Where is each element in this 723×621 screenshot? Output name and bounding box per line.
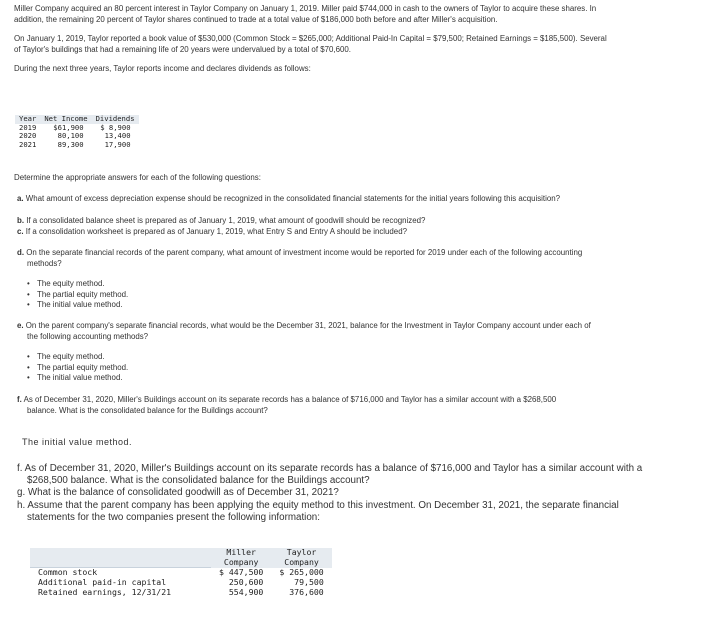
header-miller-line1: Miller — [226, 547, 256, 557]
question-g-text: What is the balance of consolidated goodwill as of December 31, 2021? — [27, 487, 339, 499]
continued-questions — [14, 463, 654, 524]
intro-paragraph-3: During the next three years, Taylor reports income and declares dividends as follows: — [14, 64, 311, 74]
question-e-text: On the parent company's separate financial records, what would be the December 31, 2021, balance for the Investment in Taylor Company account under each of the following accounting methods? — [25, 321, 591, 341]
equity-balances-table — [30, 548, 332, 598]
intro-paragraph-2: On January 1, 2019, Taylor reported a book value of $530,000 (Common Stock = $265,000; Additional Paid-In Capital = $79,500; Retained Earnings = $185,500). Several of Taylor's buildings that had a remaining life of 20 years were undervalued by a total of $70,600. — [14, 34, 607, 54]
question-f-repeat — [14, 463, 654, 487]
header-taylor-line1: Taylor — [286, 547, 317, 557]
header-taylor-line2: Company — [284, 556, 319, 567]
list-item: • The equity method. — [27, 352, 128, 363]
question-a-label: a. — [17, 194, 24, 203]
miller-value: $ 447,500 — [219, 567, 264, 578]
header-net-income: Net Income — [40, 115, 91, 124]
list-item: • The partial equity method. — [27, 363, 128, 374]
question-d-label: d. — [17, 248, 25, 257]
taylor-value: $ 265,000 — [279, 567, 324, 578]
year-cell: 2019 — [19, 122, 37, 132]
question-g-label: g. — [17, 487, 26, 499]
question-h-text: Assume that the parent company has been applying the equity method to this investment. On December 31, 2021, the separate financial statements for the two companies present the following information: — [27, 499, 619, 523]
header-miller-line2: Company — [223, 556, 259, 567]
year-cell: 2021 — [19, 139, 37, 149]
question-b-text: If a consolidated balance sheet is prepared as of January 1, 2019, what amount of goodwill should be recognized? — [26, 216, 426, 225]
list-item: • The equity method. — [27, 279, 128, 290]
question-e-methods — [27, 352, 128, 384]
header-dividends: Dividends — [92, 115, 139, 124]
question-d-text: On the separate financial records of the parent company, what amount of investment income would be reported for 2019 under each of the following accounting methods? — [26, 248, 583, 268]
question-c — [14, 227, 627, 238]
question-f-repeat-text: As of December 31, 2020, Miller's Buildings account on its separate records has a balance of $716,000 and Taylor has a similar account with a $268,500 balance. What is the consolidated balance for the Buildings account? — [24, 463, 643, 487]
dividends-cell: 17,900 — [104, 139, 131, 149]
row-label: Common stock — [38, 567, 98, 578]
question-e — [14, 321, 592, 342]
question-f-label: f. — [17, 395, 22, 404]
question-b-label: b. — [17, 216, 25, 225]
table-row — [15, 141, 139, 150]
cutoff-text: The initial value method. — [22, 437, 133, 447]
income-dividends-table — [15, 115, 139, 149]
table-row — [30, 588, 332, 598]
header-miller — [211, 548, 271, 568]
question-h — [14, 500, 654, 524]
question-f-text: As of December 31, 2020, Miller's Buildings account on its separate records has a balance of $716,000 and Taylor has a similar account with a $268,500 balance. What is the consolidated balance for the Buildings account? — [23, 395, 557, 415]
list-item: • The partial equity method. — [27, 290, 128, 301]
cutoff-text-fragment — [22, 437, 157, 448]
miller-value: 250,600 — [228, 577, 264, 588]
question-c-label: c. — [17, 227, 24, 236]
question-a-text: What amount of excess depreciation expense should be recognized in the consolidated financial statements for the initial years following this acquisition? — [25, 194, 561, 203]
row-label: Retained earnings, 12/31/21 — [38, 587, 172, 598]
list-item: • The initial value method. — [27, 373, 128, 384]
question-f — [14, 395, 587, 416]
intro-section — [14, 4, 614, 75]
list-item: • The initial value method. — [27, 300, 128, 311]
taylor-value: 79,500 — [294, 577, 324, 588]
intro-paragraph-1: Miller Company acquired an 80 percent interest in Taylor Company on January 1, 2019. Miller paid $744,000 in cash to the owners of Taylor to acquire these shares. In addition, the remaining 20 percent of Taylor shares continued to trade at a total value of $186,000 both before and after Miller's acquisition. — [14, 4, 597, 24]
question-c-text: If a consolidation worksheet is prepared as of January 1, 2019, what Entry S and Entry A should be included? — [25, 227, 407, 236]
header-taylor — [271, 548, 331, 568]
questions-intro: Determine the appropriate answers for each of the following questions: — [14, 173, 261, 182]
taylor-value: 376,600 — [289, 587, 324, 598]
row-label: Additional paid-in capital — [38, 577, 167, 588]
question-d-methods — [27, 279, 128, 311]
header-year: Year — [15, 115, 40, 124]
miller-value: 554,900 — [228, 587, 264, 598]
net-income-cell: 80,100 — [57, 131, 84, 140]
dividends-cell: $ 8,900 — [100, 122, 131, 132]
question-d — [14, 248, 592, 269]
question-g — [14, 487, 654, 499]
year-cell: 2020 — [19, 131, 37, 140]
dividends-cell: 13,400 — [104, 131, 131, 140]
question-f-repeat-label: f. — [17, 463, 23, 474]
question-h-label: h. — [17, 499, 26, 511]
question-e-label: e. — [17, 321, 24, 330]
header-blank — [30, 548, 211, 568]
question-b — [14, 216, 627, 227]
net-income-cell: $61,900 — [53, 122, 84, 132]
question-a — [14, 194, 592, 205]
net-income-cell: 89,300 — [57, 139, 84, 149]
